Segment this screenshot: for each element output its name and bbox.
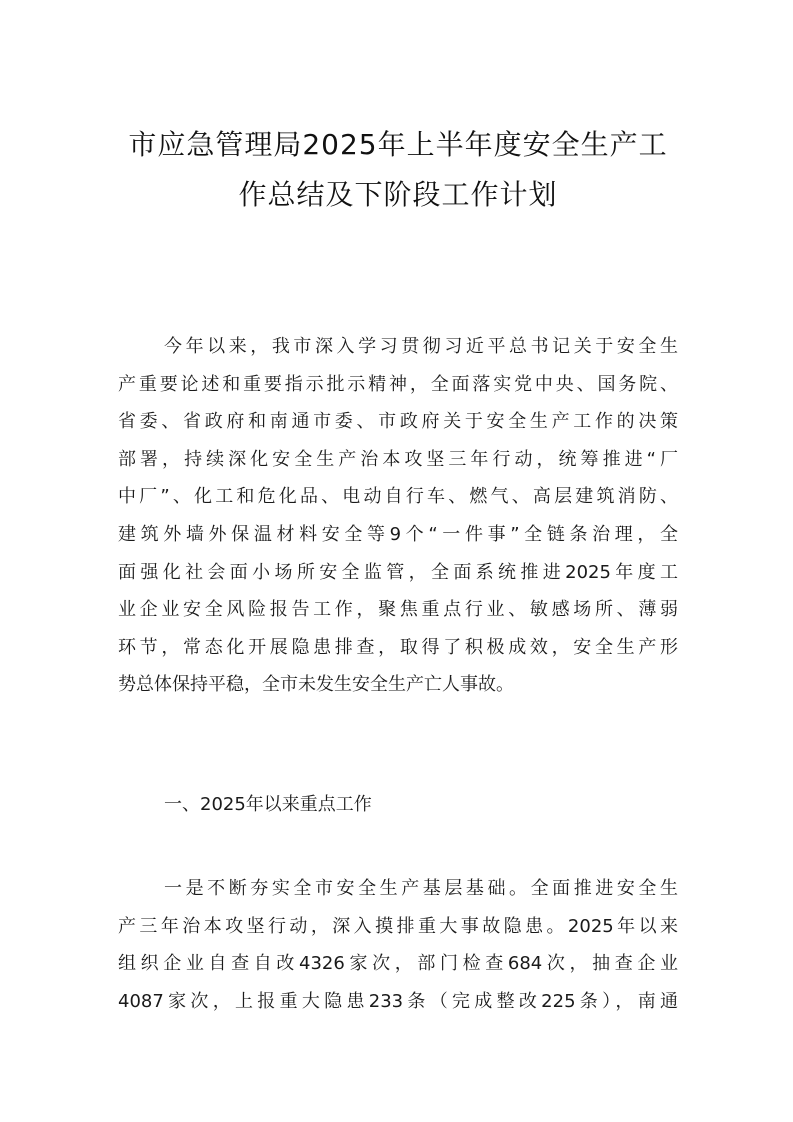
section-heading: 一、2025年以来重点工作 <box>164 794 372 815</box>
paragraph-line: 环节，常态化开展隐患排查，取得了积极成效，安全生产形 <box>118 636 678 658</box>
paragraph-line: 业企业安全风险报告工作，聚焦重点行业、敏感场所、薄弱 <box>118 599 678 621</box>
paragraph-line: 省委、省政府和南通市委、市政府关于安全生产工作的决策 <box>118 411 678 433</box>
paragraph-line: 产三年治本攻坚行动，深入摸排重大事故隐患。2025年以来 <box>118 915 678 937</box>
paragraph-line: 势总体保持平稳，全市未发生安全生产亡人事故。 <box>118 674 514 696</box>
section-paragraph <box>118 870 678 1020</box>
paragraph-line: 4087家次，上报重大隐患233条（完成整改225条），南通 <box>118 990 678 1012</box>
paragraph-line: 部署，持续深化安全生产治本攻坚三年行动，统筹推进“厂 <box>118 448 678 470</box>
document-title <box>118 120 678 220</box>
title-line-1: 市应急管理局2025年上半年度安全生产工 <box>128 128 668 161</box>
paragraph-line: 产重要论述和重要指示批示精神，全面落实党中央、国务院、 <box>118 373 678 395</box>
paragraph-line: 组织企业自查自改4326家次，部门检查684次，抽查企业 <box>118 953 678 975</box>
paragraph-line: 今年以来，我市深入学习贯彻习近平总书记关于安全生 <box>164 336 678 357</box>
intro-paragraph <box>118 328 678 704</box>
paragraph-line: 建筑外墙外保温材料安全等9个“一件事”全链条治理，全 <box>118 523 678 545</box>
paragraph-line: 一是不断夯实全市安全生产基层基础。全面推进安全生 <box>164 878 678 899</box>
paragraph-line: 中厂”、化工和危化品、电动自行车、燃气、高层建筑消防、 <box>118 486 678 508</box>
paragraph-line: 面强化社会面小场所安全监管，全面系统推进2025年度工 <box>118 561 678 583</box>
title-line-2: 作总结及下阶段工作计划 <box>238 178 558 211</box>
